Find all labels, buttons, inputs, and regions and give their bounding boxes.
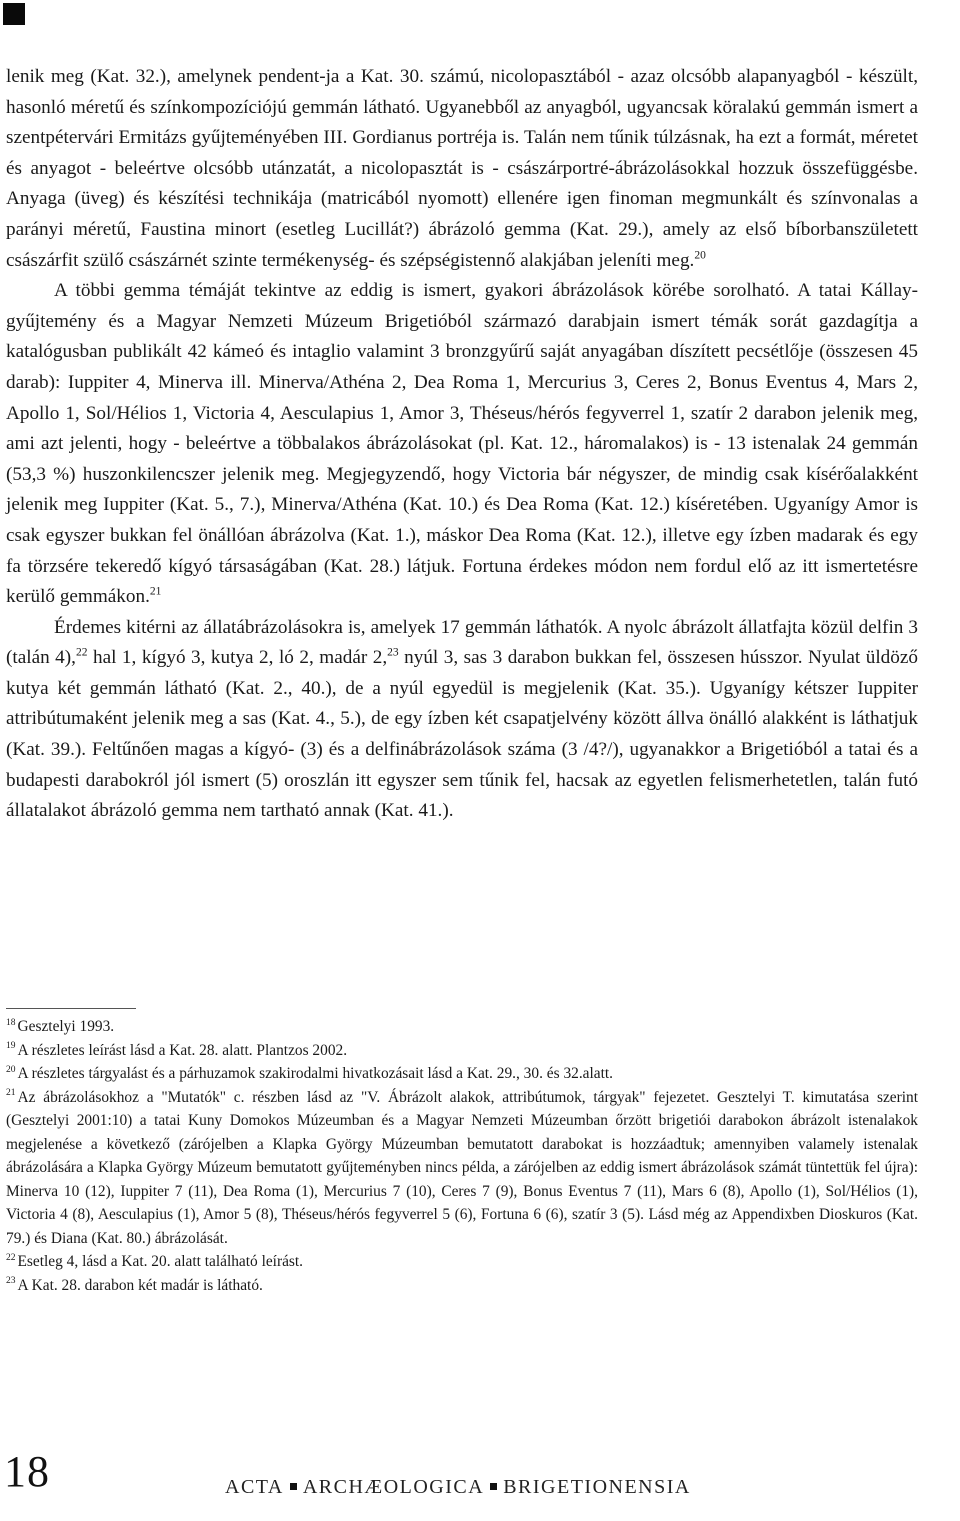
paragraph-1-text: lenik meg (Kat. 32.), amelynek pendent-ja a Kat. 30. számú, nicolopasztából - azaz olcsóbb alapanyagból - készült, hasonló méretű és színkompozíciójú gemmán látható. Ugyanebből az anyagból, ugyancsak köralakú gemmán ismert a szentpétervári Ermitázs gyűjteményében III. Gordianus portréja is. Talán nem tűnik túlzásnak, ha ezt a formát, méretet és anyagot - beleértve olcsóbb utánzatát, a nicolopasztát is - császárportré-ábrázolásokkal hozzuk összefüggésbe. Anyaga (üveg) és készítési technikája (matricából nyomott) ellenére igen finoman megmunkált és színvonalas a parányi méretű, Faustina minort (esetleg Lucillát?) ábrázoló gemma (Kat. 29.), amely az első bíborbanszületett császárfit szülő császárnét szinte termékenység- és szépségistennő alakjában jeleníti meg. xyxy=(6,66,918,271)
square-bullet-icon xyxy=(490,1483,497,1490)
footnote xyxy=(6,1086,918,1251)
main-text xyxy=(6,62,918,827)
footnote-text: A részletes tárgyalást és a párhuzamok szakirodalmi hivatkozásait lásd a Kat. 29., 30. és 32.alatt. xyxy=(17,1065,614,1082)
footnote-text: Esetleg 4, lásd a Kat. 20. alatt található leírást. xyxy=(17,1253,304,1270)
footnote xyxy=(6,1039,918,1063)
footnote-ref-20[interactable]: 20 xyxy=(694,249,706,262)
paragraph-2-text: A többi gemma témáját tekintve az eddig is ismert, gyakori ábrázolások körébe sorolható. A tatai Kállay-gyűjtemény és a Magyar Nemzeti Múzeum Brigetióból származó darabjain ismert témák sorát gazdagítja a katalógusban publikált 42 kámeó és intaglio valamint 3 bronzgyűrű saját anyagában díszített pecsétlője (összesen 45 darab): Iuppiter 4, Minerva ill. Minerva/Athéna 2, Dea Roma 1, Mercurius 3, Ceres 2, Bonus Eventus 4, Mars 2, Apollo 1, Sol/Hélios 1, Victoria 4, Aesculapius 1, Amor 3, Théseus/hérós fegyverrel 1, szatír 2 darabon jelenik meg, ami azt jelenti, hogy - beleértve a többalakos ábrázolásokat (pl. Kat. 12., háromalakos) is - 13 istenalak 24 gemmán (53,3 %) huszonkilencszer jelenik meg. Megjegyzendő, hogy Victoria bár négyszer, de mindig csak kísérőalakként jelenik meg Iuppiter (Kat. 5., 7.), Minerva/Athéna (Kat. 10.) és Dea Roma (Kat. 12.) kíséretében. Ugyanígy Amor is csak egyszer bukkan fel önállóan ábrázolva (Kat. 1.), máskor Dea Roma (Kat. 12.), illetve egy ízben madarak és egy fa törzsére tekeredő kígyó társaságában (Kat. 28.) látjuk. Fortuna érdekes módon nem fordul elő az itt ismertetésre kerülő gemmákon. xyxy=(6,280,918,608)
journal-title-part: ACTA xyxy=(225,1476,284,1498)
footnote xyxy=(6,1062,918,1086)
journal-title-part: BRIGETIONENSIA xyxy=(503,1476,691,1498)
footnote-ref-21[interactable]: 21 xyxy=(149,585,162,598)
footnote-text: A részletes leírást lásd a Kat. 28. alatt. Plantzos 2002. xyxy=(17,1041,348,1059)
paragraph-3-text-a: Érdemes kitérni az állatábrázolásokra is, amelyek 17 gemmán láthatók. A nyolc ábrázolt állatfajta közül delfin 3 (talán 4), xyxy=(6,616,918,669)
page-number: 18 xyxy=(4,1447,50,1496)
footnote-ref-23[interactable]: 23 xyxy=(387,646,399,659)
footnote-text: Az ábrázolásokhoz a "Mutatók" c. részben lásd az "V. Ábrázolt alakok, attribútumok, tárgyak" fejezetet. Gesztelyi T. kimutatása szerint (Gesztelyi 2001:10) a tatai Kuny Domokos Múzeumban és a Magyar Nemzeti Múzeumban őrzött brigetiói darabokon ábrázolt istenalakok megjelenése a következő (zárójelben a Klapka György Múzeumban bemutatott darabokat is hozzáadtuk; amennyiben valamely istenalak ábrázolására a Klapka György Múzeum bemutatott gyűjteményben nincs példa, a zárójelben az eddig ismert ábrázolások számát tüntettük fel újra): Minerva 10 (12), Iuppiter 7 (11), Dea Roma (1), Mercurius 7 (10), Ceres 7 (9), Bonus Eventus 7 (11), Mars 6 (8), Apollo (1), Sol/Hélios (1), Victoria 4 (8), Aesculapius (1), Amor 5 (8), Théseus/hérós fegyverrel 5 (6), Fortuna 6 (6), szatír 3 (5). Lásd még az Appendixben Dioskuros (Kat. 79.) és Diana (Kat. 80.) ábrázolását. xyxy=(6,1088,918,1247)
footnote-number: 20 xyxy=(6,1063,16,1075)
paragraph-3-text-b: hal 1, kígyó 3, kutya 2, ló 2, madár 2, xyxy=(87,647,388,669)
paragraph-2 xyxy=(6,276,918,613)
square-bullet-icon xyxy=(290,1483,297,1490)
footnote-ref-22[interactable]: 22 xyxy=(75,646,88,659)
journal-title-part: ARCHÆOLOGICA xyxy=(302,1476,485,1498)
page-footer xyxy=(0,1440,960,1520)
footnote xyxy=(6,1250,918,1274)
footnote-text: A Kat. 28. darabon két madár is látható. xyxy=(17,1276,263,1294)
paragraph-1 xyxy=(6,62,918,276)
corner-registration-mark xyxy=(3,3,25,25)
footnote-number: 18 xyxy=(6,1016,16,1028)
footnote xyxy=(6,1274,918,1298)
footnote-number: 21 xyxy=(6,1087,16,1099)
footnote-text: Gesztelyi 1993. xyxy=(17,1018,115,1035)
footnote-number: 23 xyxy=(6,1275,16,1287)
paragraph-3-text-c: nyúl 3, sas 3 darabon bukkan fel, összesen hússzor. Nyulat üldöző kutya két gemmán látható (Kat. 2., 40.), de a nyúl egyedül is megjelenik (Kat. 35.). Ugyanígy kétszer Iuppiter attribútumaként jelenik meg a sas (Kat. 4., 5.), de egy ízben két csapatjelvény között állva önálló alakként is láthatjuk (Kat. 39.). Feltűnően magas a kígyó- (3) és a delfinábrázolások száma (3 /4?/), ugyanakkor a Brigetióból a tatai és a budapesti darabokról jól ismert (5) oroszlán itt egyszer sem tűnik fel, hacsak az egyetlen felismerhetetlen, talán futó állatalakot ábrázoló gemma nem tartható annak (Kat. 41.). xyxy=(6,647,918,822)
footnotes xyxy=(6,1015,918,1297)
footnote-number: 19 xyxy=(6,1040,16,1052)
footnote xyxy=(6,1015,918,1039)
journal-title xyxy=(225,1476,691,1499)
footnote-number: 22 xyxy=(6,1251,16,1263)
paragraph-3 xyxy=(6,613,918,827)
footnote-divider xyxy=(6,1008,136,1009)
